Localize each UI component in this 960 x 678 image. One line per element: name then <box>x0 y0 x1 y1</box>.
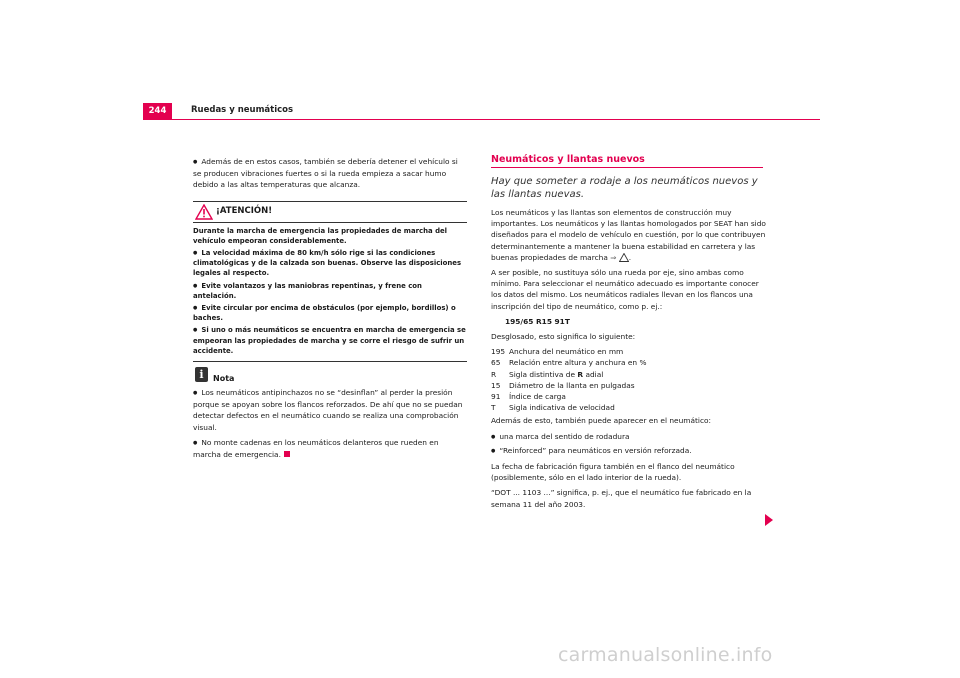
watermark: carmanualsonline.info <box>558 644 773 666</box>
paragraph: La fecha de fabricación figura también en el flanco del neumático (posiblemente, sólo en el lado interior de la rueda). <box>491 461 735 483</box>
warning-box <box>193 201 467 362</box>
list-bullet: ● “Reinforced” para neumáticos en versión reforzada. <box>491 445 767 457</box>
warning-bullet: ● Evite volantazos y las maniobras repentinas, y frene con antelación. <box>193 281 467 301</box>
list-value: Sigla distintiva de <box>509 369 578 379</box>
header-rule <box>143 119 820 120</box>
warning-bullet: ● Evite circular por encima de obstáculos (por ejemplo, bordillos) o baches. <box>193 303 467 323</box>
note-header <box>193 367 467 387</box>
list-item <box>491 391 767 402</box>
page-title: Ruedas y neumáticos <box>191 105 294 115</box>
section-intro: Hay que someter a rodaje a los neumáticos nuevos y las llantas nuevas. <box>491 176 758 200</box>
paragraph: A ser posible, no sustituya sólo una rueda por eje, sino ambas como mínimo. Para seleccionar el neumático adecuado es importante conocer los datos del mismo. Los neumáticos radiales llevan en los flancos una inscripción del tipo de neumático, como p. ej.: <box>491 268 759 311</box>
list-value-tail: adial <box>583 369 604 379</box>
warning-body <box>193 223 467 356</box>
list-value-bold: R <box>577 369 584 379</box>
info-icon: i <box>195 367 208 382</box>
page-number: 244 <box>143 103 172 119</box>
warning-lead: Durante la marcha de emergencia las propiedades de marcha del vehículo empeoran considerablemente. <box>193 226 448 245</box>
list-item <box>491 402 767 413</box>
paragraph: Además de esto, también puede aparecer en el neumático: <box>491 416 712 426</box>
code-breakdown-list <box>491 346 767 413</box>
left-column <box>193 156 467 464</box>
list-value: Anchura del neumático en mm <box>509 347 624 357</box>
right-column <box>491 154 767 514</box>
list-bullet: ● una marca del sentido de rodadura <box>491 431 767 443</box>
list-value: Índice de carga <box>509 391 566 401</box>
list-item <box>491 380 767 391</box>
next-page-arrow-icon[interactable] <box>765 514 773 526</box>
end-of-section-marker <box>284 451 290 457</box>
list-item <box>491 357 767 368</box>
paragraph: Desglosado, esto significa lo siguiente: <box>491 332 636 342</box>
list-value: Diámetro de la llanta en pulgadas <box>509 380 635 390</box>
section-rule <box>491 167 763 168</box>
warning-triangle-icon <box>619 253 629 262</box>
warning-title: ¡ATENCIÓN! <box>216 205 273 216</box>
warning-triangle-icon <box>195 204 213 220</box>
section-title: Neumáticos y llantas nuevos <box>491 154 645 165</box>
warning-bullet: ● Si uno o más neumáticos se encuentra en marcha de emergencia se empeoran las propiedades de marcha y se corre el riesgo de sufrir un accidente. <box>193 325 467 356</box>
list-item <box>491 346 767 357</box>
list-value: Relación entre altura y anchura en % <box>509 358 647 368</box>
list-key: 15 <box>491 380 501 390</box>
list-key: 91 <box>491 391 501 401</box>
note-title: Nota <box>213 374 235 384</box>
paragraph-text: Los neumáticos y las llantas son elementos de construcción muy importantes. Los neumáticos y las llantas homologados por SEAT han sido diseñados para el modelo de vehículo en cuestión, por lo que contribuyen determinantemente a mantener la buena estabilidad en carretera y las buenas propiedades de marcha <box>491 208 766 262</box>
note-bullet-text: No monte cadenas en los neumáticos delanteros que rueden en marcha de emergencia. <box>193 437 439 460</box>
list-key: T <box>491 403 496 413</box>
list-key: R <box>491 369 497 379</box>
note-bullet: ● Los neumáticos antipinchazos no se “desinflan” al perder la presión porque se apoyan sobre los flancos reforzados. De ahí que no se puedan detectar defectos en el neumático cuando se realiza una comprobación visual. <box>193 387 467 433</box>
note-bullet <box>193 437 467 460</box>
paragraph: Los neumáticos y las llantas son elementos de construcción muy importantes. Los neumáticos y las llantas homologados por SEAT han sido diseñados para el modelo de vehículo en cuestión, por lo que contribuyen determinantemente a mantener la buena estabilidad en carretera y las buenas propiedades de marcha ⇒ . <box>491 208 766 262</box>
arrow-icon: ⇒ <box>610 252 617 262</box>
intro-bullet: ● Además de en estos casos, también se debería detener el vehículo si se producen vibraciones fuertes o si la rueda empieza a sacar humo debido a las altas temperaturas que alcanza. <box>193 156 467 191</box>
list-key: 65 <box>491 358 501 368</box>
warning-header <box>193 202 467 223</box>
list-key: 195 <box>491 347 506 357</box>
list-item <box>491 369 767 380</box>
tyre-code: 195/65 R15 91T <box>505 316 570 326</box>
paragraph: “DOT ... 1103 ...” significa, p. ej., que el neumático fue fabricado en la semana 11 del año 2003. <box>491 488 752 509</box>
warning-bullet: ● La velocidad máxima de 80 km/h sólo rige si las condiciones climatológicas y de la calzada son buenas. Observe las disposiciones legales al respecto. <box>193 248 467 279</box>
page-header <box>143 103 820 119</box>
list-value: Sigla indicativa de velocidad <box>509 403 615 413</box>
